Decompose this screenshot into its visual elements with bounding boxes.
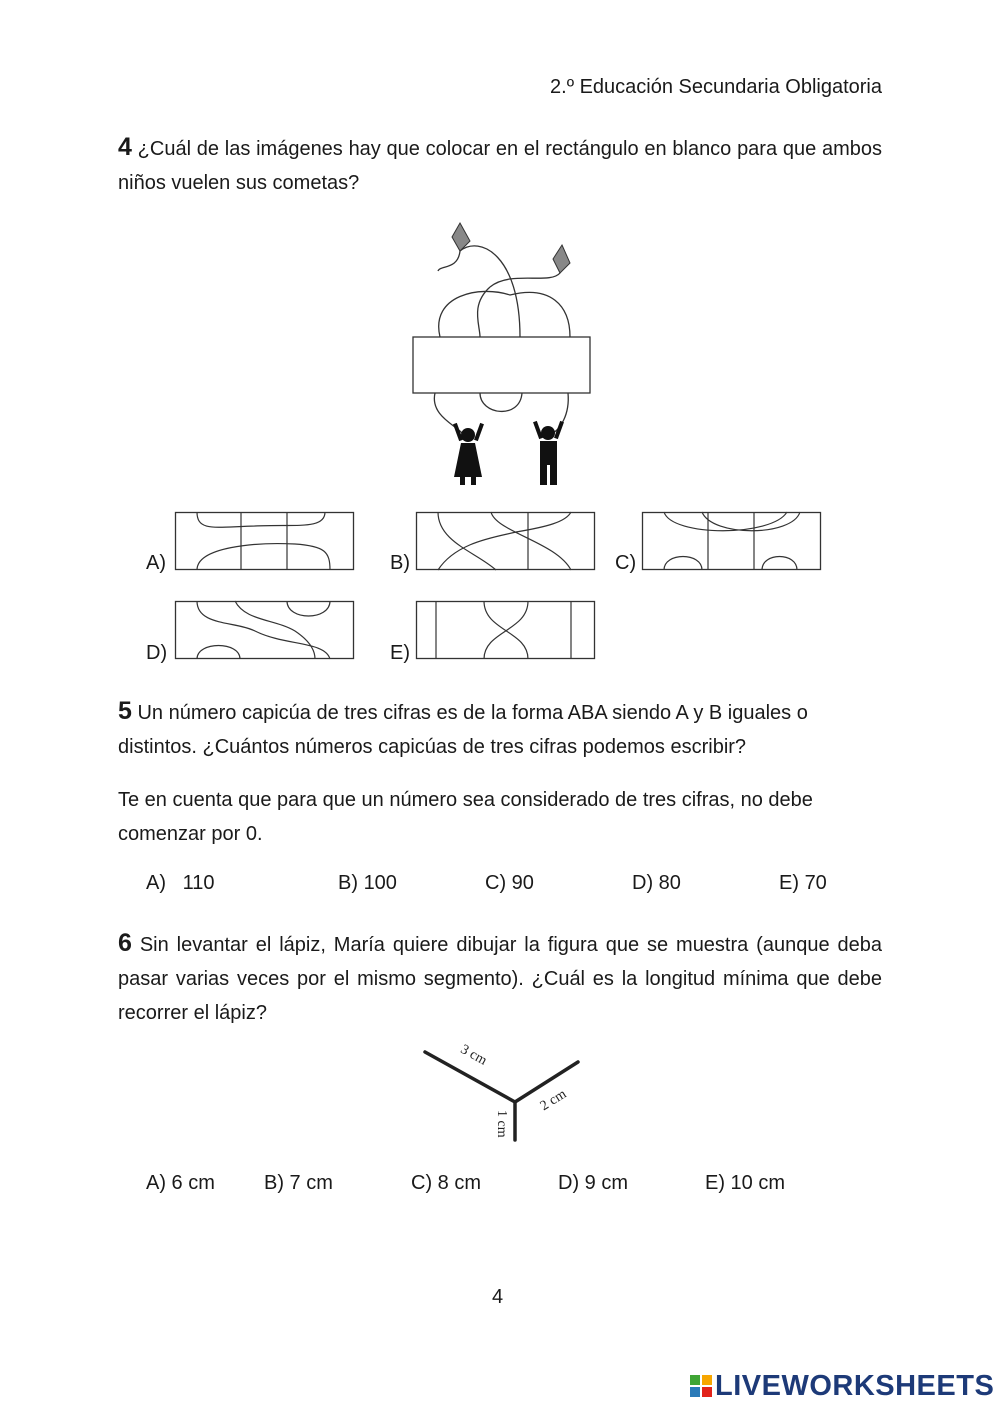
question-text: Sin levantar el lápiz, María quiere dibujar la figura que se muestra (aunque deba pasar varias veces por el mismo segmento). ¿Cuál es la longitud mínima que debe recorrer el lápiz? bbox=[118, 934, 882, 1024]
option-c-label[interactable]: C) bbox=[615, 552, 637, 574]
question-number: 5 bbox=[118, 697, 132, 725]
answer-option[interactable]: E) 70 bbox=[779, 872, 827, 894]
option-a-image[interactable] bbox=[175, 512, 355, 572]
option-b-image[interactable] bbox=[416, 512, 596, 572]
brand-text: LIVEWORKSHEETS bbox=[715, 1370, 995, 1402]
question-4 bbox=[118, 130, 882, 200]
liveworksheets-icon bbox=[690, 1375, 712, 1397]
question-6 bbox=[118, 926, 882, 1030]
option-e-label[interactable]: E) bbox=[390, 642, 410, 664]
option-d-image[interactable] bbox=[175, 601, 355, 661]
option-e-image[interactable] bbox=[416, 601, 596, 661]
answer-option[interactable]: A) 110 bbox=[146, 872, 215, 894]
answer-option[interactable]: D) 80 bbox=[632, 872, 681, 894]
answer-option[interactable]: C) 8 cm bbox=[411, 1172, 481, 1194]
question-number: 6 bbox=[118, 929, 132, 957]
kite-figure bbox=[400, 215, 610, 490]
option-b-label[interactable]: B) bbox=[390, 552, 410, 574]
option-a-label[interactable]: A) bbox=[146, 552, 166, 574]
label-2cm: 2 cm bbox=[537, 1086, 570, 1115]
brand-logo[interactable] bbox=[690, 1370, 994, 1403]
question-text: Un número capicúa de tres cifras es de la forma ABA siendo A y B iguales o distintos. ¿Cuántos números capicúas de tres cifras podemos escribir? bbox=[118, 702, 808, 758]
question-number: 4 bbox=[118, 133, 132, 161]
course-header: 2.º Educación Secundaria Obligatoria bbox=[550, 76, 882, 98]
answer-option[interactable]: D) 9 cm bbox=[558, 1172, 628, 1194]
page-number: 4 bbox=[492, 1286, 504, 1308]
answer-option[interactable]: E) 10 cm bbox=[705, 1172, 786, 1194]
segment-figure bbox=[420, 1040, 590, 1150]
answer-option[interactable]: B) 100 bbox=[338, 872, 397, 894]
label-3cm: 3 cm bbox=[457, 1042, 490, 1069]
answer-option[interactable]: C) 90 bbox=[485, 872, 534, 894]
answer-option[interactable]: A) 6 cm bbox=[146, 1172, 215, 1194]
answer-option[interactable]: B) 7 cm bbox=[264, 1172, 333, 1194]
question-5 bbox=[118, 694, 882, 764]
label-1cm: 1 cm bbox=[494, 1110, 509, 1138]
option-d-label[interactable]: D) bbox=[146, 642, 168, 664]
option-c-image[interactable] bbox=[642, 512, 822, 572]
question-text: ¿Cuál de las imágenes hay que colocar en el rectángulo en blanco para que ambos niños vuelen sus cometas? bbox=[118, 138, 882, 194]
question-5-note: Te en cuenta que para que un número sea considerado de tres cifras, no debe comenzar por 0. bbox=[118, 789, 813, 845]
